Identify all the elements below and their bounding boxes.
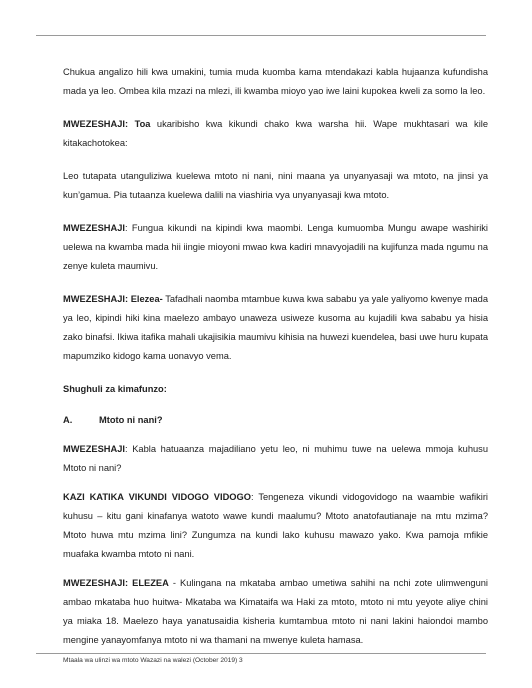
explain-text: Tafadhali naomba mtambue kuwa kwa sababu ya yale yaliyomo kwenye mada ya leo, kipindi hiki kina maelezo ambayo unaweza usiweze kusoma au kujadili kwa sababu ya hisia zako binafsi. Ikiwa itafika mahali ukajisikia maumivu kihisia na huwezi kuendelea, basi uwe huru kupata mapumziko kidogo kama uonavyo vema. — [63, 294, 489, 361]
small-group-text: : Tengeneza vikundi vidogovidogo na waambie wafikiri kuhusu – kitu gani kinafanya watoto wawe kundi maalumu? Mtoto anatofautianaje na mtu mzima? Mtoto huwa mtu mzima lini? Zungumza na kundi lako kuhusu mawazo yako. Kwa pamoja mfikie muafaka kwamba mtoto ni nani. — [63, 492, 489, 559]
page-body — [63, 63, 488, 664]
facilitator-label: MWEZESHAJI — [63, 223, 125, 233]
facilitator-label: MWEZESHAJI — [63, 444, 125, 454]
overview-paragraph: Leo tutapata utanguliziwa kuelewa mtoto ni nani, nini maana ya unyanyasaji wa mtoto, na jinsi ya kun’gamua. Pia tutaanza kuelewa dalili na viashiria vya unyanyasaji kwa mtoto. — [63, 171, 488, 200]
facilitator-welcome-paragraph — [63, 115, 488, 153]
small-group-paragraph — [63, 488, 488, 564]
question-text: : Kabla hatuaanza majadiliano yetu leo, ni muhimu tuwe na uelewa mmoja kuhusu Mtoto ni nani? — [63, 444, 488, 473]
definition-text: - Kulingana na mkataba ambao umetiwa sahihi na nchi zote ulimwenguni ambao mkataba huo huitwa- Mkataba wa Kimataifa wa Haki za mtoto, mtoto ni mtu yeyote aliye chini ya miaka 18. Maelezo haya yanatusaidia kisheria kumtambua mtoto ni nani lakini haiondoi mambo mengine yanayomfanya mtoto ni wa thamani na mwenye kuleta hamasa. — [63, 578, 488, 645]
activities-heading: Shughuli za kimafunzo: — [63, 384, 167, 394]
facilitator-prayer-paragraph — [63, 219, 488, 276]
welcome-text: ukaribisho kwa kikundi chako kwa warsha hii. Wape mukhtasari wa kile kitakachotokea: — [63, 119, 488, 148]
prayer-text: : Fungua kikundi na kipindi kwa maombi. Lenga kumuomba Mungu awape washiriki uelewa na kwamba mada hii iingie mioyoni mwao kwa kadiri mnavyojadili na kujifunza mada ngumu na zenye kuleta maumivu. — [63, 223, 488, 271]
facilitator-explain-paragraph — [63, 290, 488, 366]
facilitator-label: MWEZESHAJI: Elezea- — [63, 294, 163, 304]
facilitator-label: MWEZESHAJI: — [63, 119, 129, 129]
facilitator-label: MWEZESHAJI: ELEZEA — [63, 578, 169, 588]
small-group-label: KAZI KATIKA VIKUNDI VIDOGO VIDOGO — [63, 492, 251, 502]
section-letter: A. — [63, 415, 73, 425]
section-title: Mtoto ni nani? — [99, 415, 163, 425]
instruction-keyword: Toa — [134, 119, 151, 129]
header-rule — [36, 35, 486, 36]
section-heading — [63, 411, 488, 430]
facilitator-definition-paragraph — [63, 574, 488, 650]
footer-rule — [36, 653, 486, 654]
page-footer: Mtaala wa ulinzi wa mtoto Wazazi na walezi (October 2019) 3 — [63, 657, 243, 664]
intro-paragraph: Chukua angalizo hili kwa umakini, tumia muda kuomba kama mtendakazi kabla hujaanza kufundisha mada ya leo. Ombea kila mzazi na mlezi, ili kwamba mioyo yao iwe laini kupokea kweli za somo la leo. — [63, 67, 488, 96]
facilitator-question-paragraph — [63, 440, 488, 478]
